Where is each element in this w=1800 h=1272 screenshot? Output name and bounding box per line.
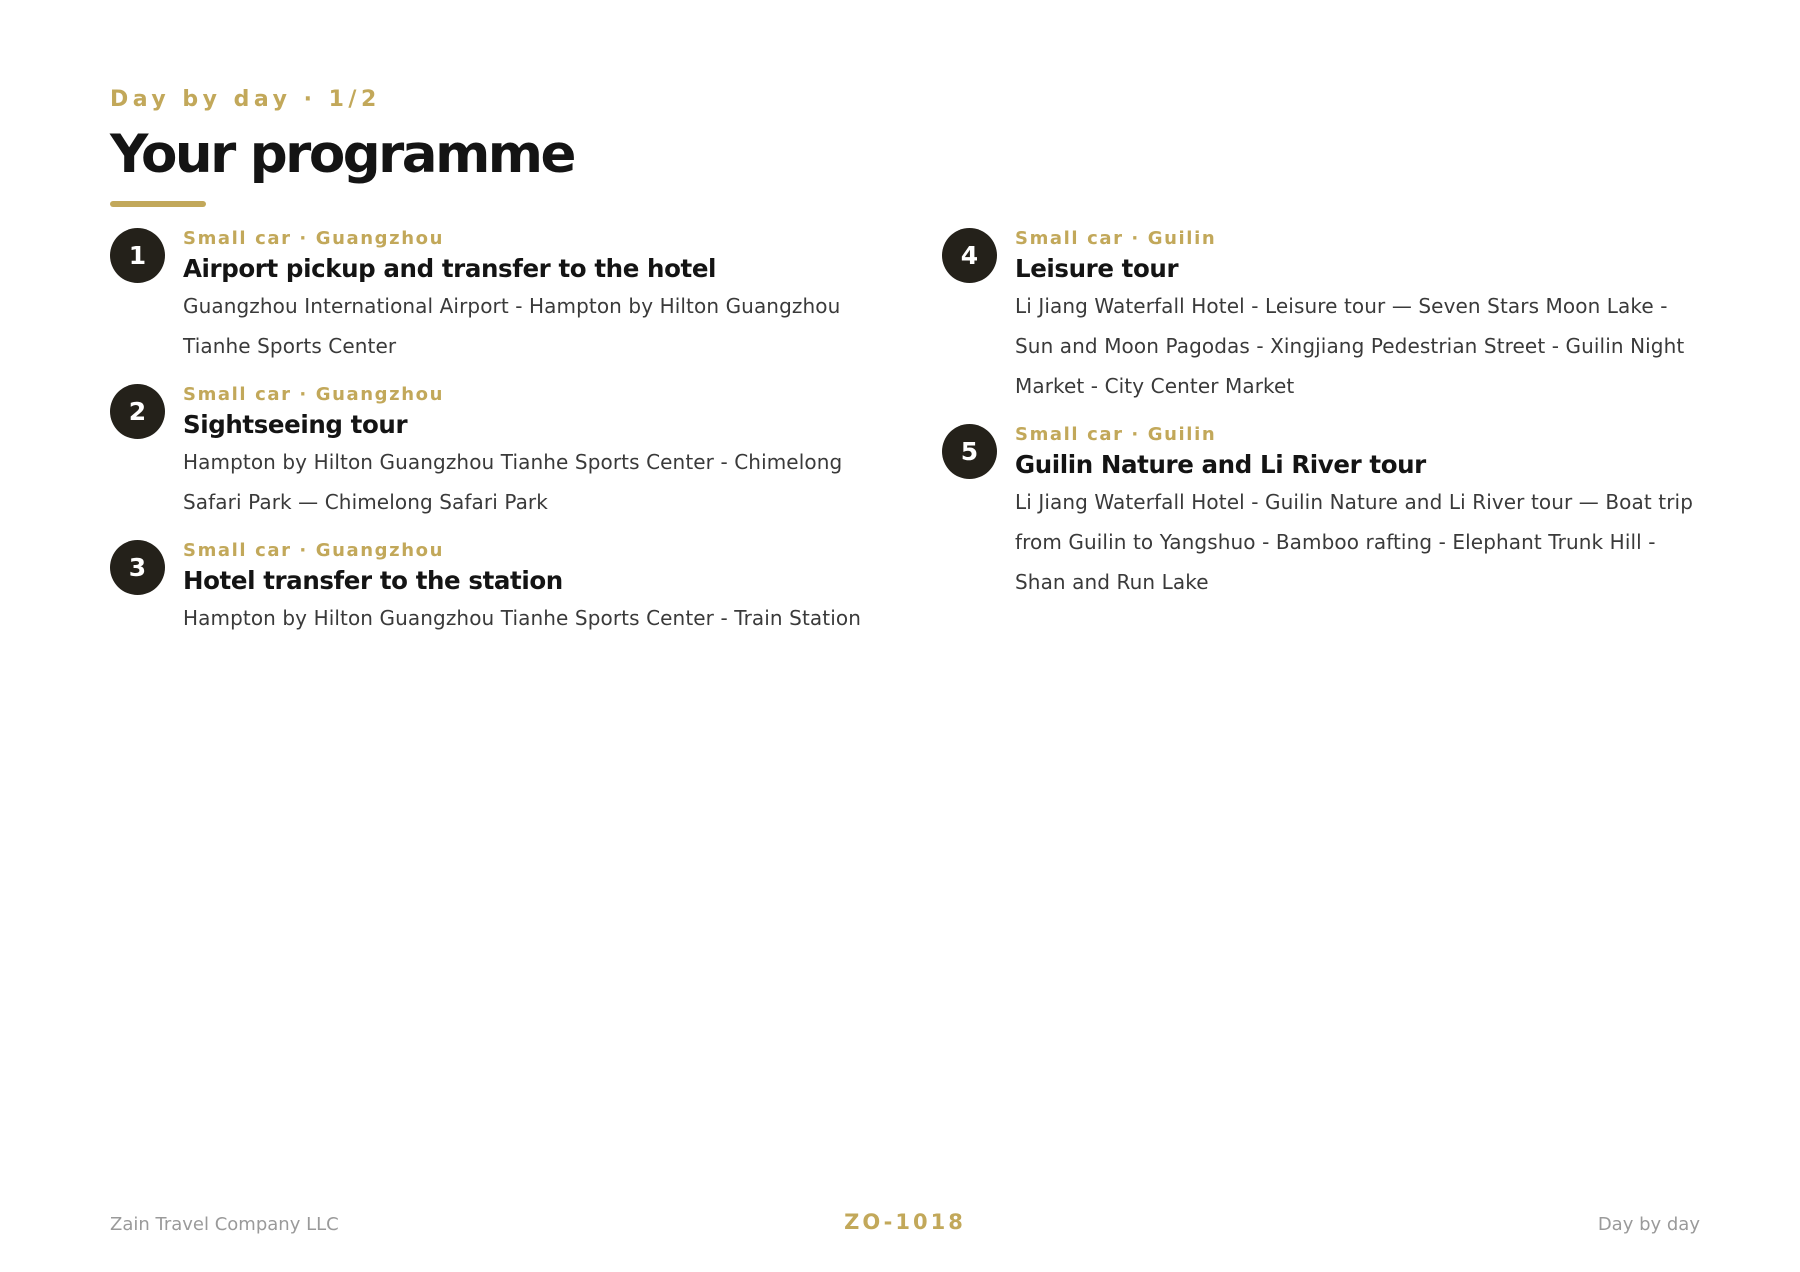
footer-section: Day by day (1597, 1214, 1700, 1235)
footer-company: Zain Travel Company LLC (110, 1214, 339, 1235)
footer-reference: ZO-1018 (844, 1210, 966, 1234)
day-transport-city: Small car · Guilin (1015, 424, 1217, 445)
itinerary-column-left (110, 228, 870, 656)
day-title: Hotel transfer to the station (183, 566, 563, 595)
day-description: Li Jiang Waterfall Hotel - Leisure tour — Seven Stars Moon Lake - Sun and Moon Pagodas - Xingjiang Pedestrian Street - Guilin Night Market - City Center Market (1015, 294, 1685, 398)
day-title: Guilin Nature and Li River tour (1015, 450, 1426, 479)
day-number-badge: 4 (942, 228, 997, 283)
day-item-3 (110, 540, 870, 638)
day-title: Airport pickup and transfer to the hotel (183, 254, 717, 283)
day-number-badge: 5 (942, 424, 997, 479)
page-title: Your programme (110, 124, 574, 185)
day-transport-city: Small car · Guangzhou (183, 384, 445, 405)
itinerary-column-right (942, 228, 1702, 620)
day-number-badge: 3 (110, 540, 165, 595)
day-description: Guangzhou International Airport - Hampton by Hilton Guangzhou Tianhe Sports Center (183, 294, 841, 358)
page-kicker: Day by day · 1/2 (110, 87, 381, 112)
page-header (110, 86, 574, 207)
day-transport-city: Small car · Guilin (1015, 228, 1217, 249)
day-title: Sightseeing tour (183, 410, 408, 439)
day-description: Li Jiang Waterfall Hotel - Guilin Nature and Li River tour — Boat trip from Guilin to Yangshuo - Bamboo rafting - Elephant Trunk Hill - Shan and Run Lake (1015, 490, 1693, 594)
day-description: Hampton by Hilton Guangzhou Tianhe Sports Center - Train Station (183, 606, 861, 630)
day-transport-city: Small car · Guangzhou (183, 228, 445, 249)
day-title: Leisure tour (1015, 254, 1179, 283)
day-transport-city: Small car · Guangzhou (183, 540, 445, 561)
day-description: Hampton by Hilton Guangzhou Tianhe Sports Center - Chimelong Safari Park — Chimelong Safari Park (183, 450, 843, 514)
day-item-4 (942, 228, 1702, 406)
page-footer (110, 1210, 1700, 1240)
day-number-badge: 1 (110, 228, 165, 283)
day-number-badge: 2 (110, 384, 165, 439)
day-item-2 (110, 384, 870, 522)
title-underline (110, 201, 206, 207)
day-item-1 (110, 228, 870, 366)
day-item-5 (942, 424, 1702, 602)
